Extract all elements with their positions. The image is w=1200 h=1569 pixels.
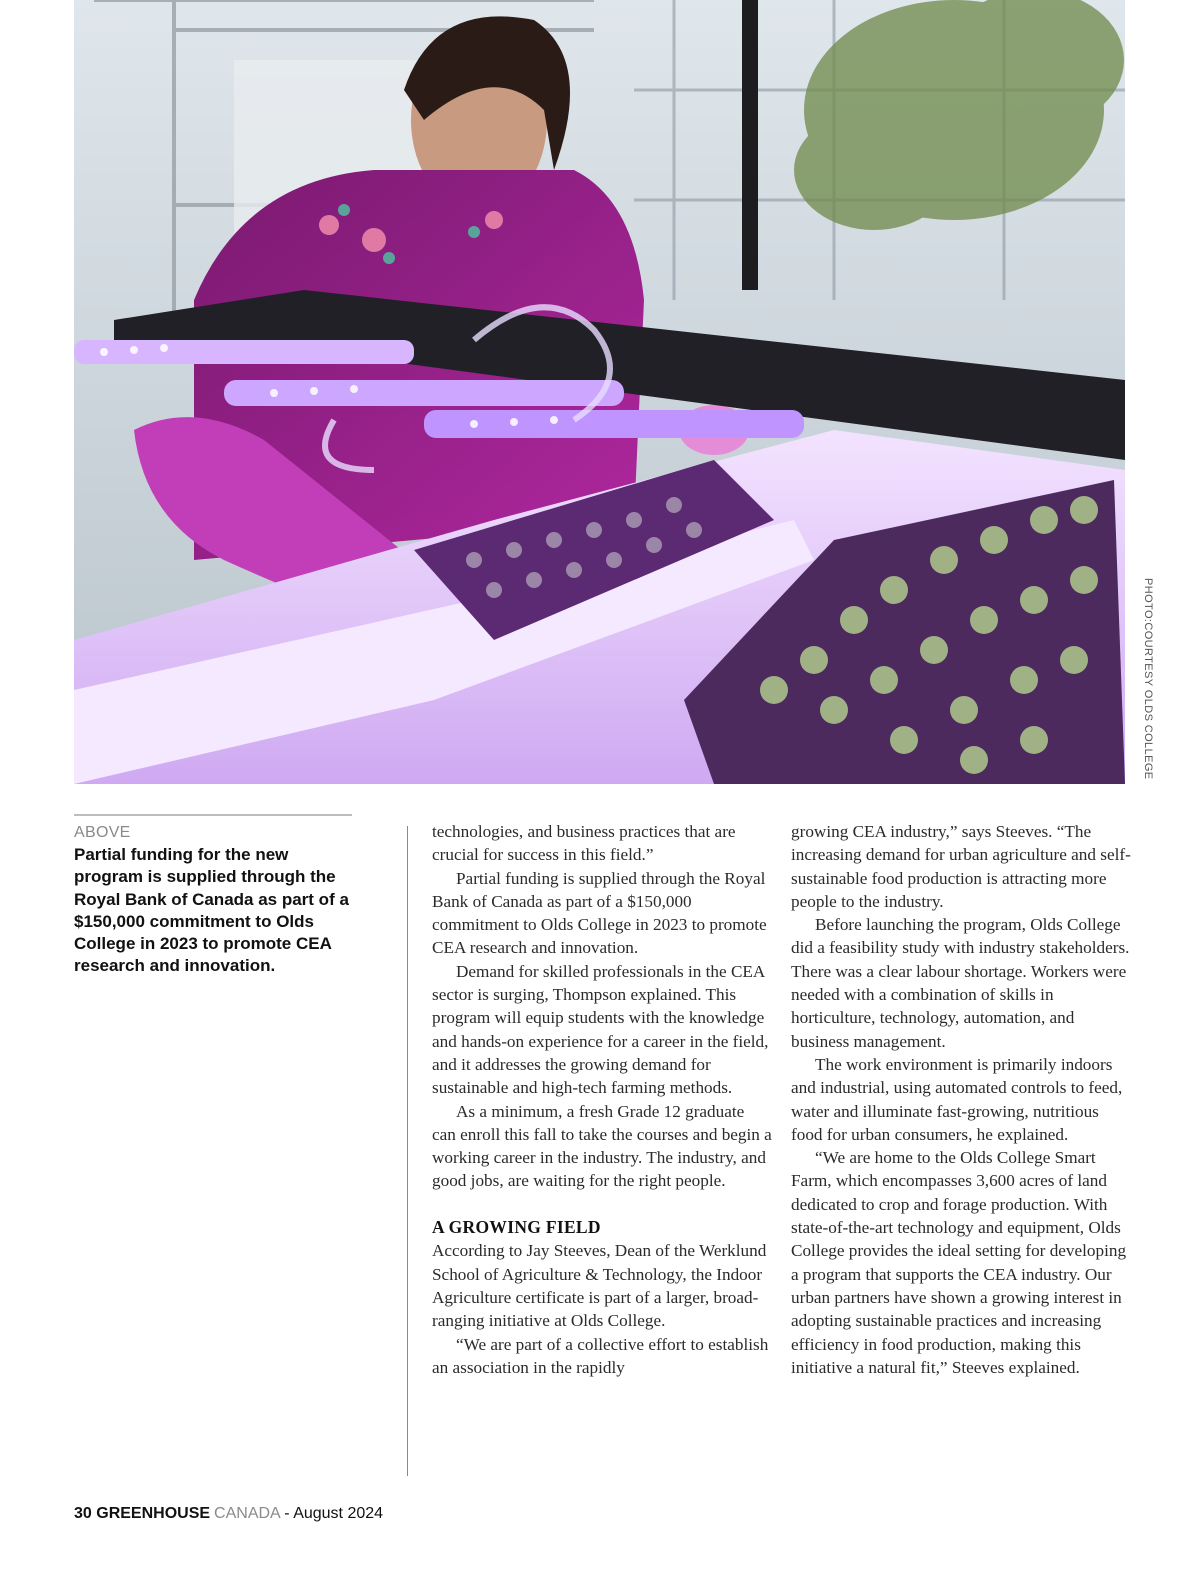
section-subhead: A GROWING FIELD — [432, 1217, 601, 1238]
paragraph: technologies, and business practices that are crucial for success in this field.” — [432, 822, 736, 865]
paragraph: “We are home to the Olds College Smart Farm, which encompasses 3,600 acres of land dedicated to crop and forage production. With state-of-the-art technology and equipment, Olds College provides the ideal setting for developing a program that supports the CEA industry. Our urban partners have shown a growing interest in adopting sustainable practices and increasing efficiency in food production, making this initiative a natural fit,” Steeves explained. — [791, 1148, 1127, 1377]
photo-caption — [74, 814, 352, 978]
magazine-name-suffix: CANADA — [214, 1505, 280, 1522]
paragraph: “We are part of a collective effort to establish an association in the rapidly — [432, 1334, 769, 1377]
paragraph: growing CEA industry,” says Steeves. “The increasing demand for urban agriculture and self-sustainable food production is attracting more people to the industry. — [791, 822, 1131, 911]
page-number: 30 — [74, 1505, 92, 1522]
greenhouse-photo-illustration — [74, 0, 1125, 784]
paragraph: The work environment is primarily indoors and industrial, using automated controls to feed, water and illuminate fast-growing, nutritious food for urban consumers, he explained. — [791, 1054, 1123, 1144]
magazine-name: GREENHOUSE — [96, 1505, 211, 1522]
caption-label: ABOVE — [74, 824, 131, 841]
paragraph: Partial funding is supplied through the Royal Bank of Canada as part of a $150,000 commitment to Olds College in 2023 to promote CEA research and innovation. — [432, 868, 767, 958]
caption-text: Partial funding for the new program is supplied through the Royal Bank of Canada as part of a $150,000 commitment to Olds College in 2023 to promote CEA research and innovation. — [74, 845, 349, 976]
page-footer — [74, 1505, 383, 1523]
paragraph: As a minimum, a fresh Grade 12 graduate can enroll this fall to take the courses and begin a working career in the industry. The industry, and good jobs, are waiting for the right people. — [432, 1101, 772, 1191]
photo-credit: PHOTO:COURTESY OLDS COLLEGE — [1142, 578, 1154, 780]
issue-date: - August 2024 — [284, 1505, 384, 1522]
article-photo — [74, 0, 1125, 784]
article-column-2 — [791, 820, 1131, 1379]
article-column-1 — [432, 820, 772, 1379]
column-divider — [407, 826, 408, 1476]
paragraph: Demand for skilled professionals in the CEA sector is surging, Thompson explained. This program will equip students with the knowledge and hands-on experience for a career in the field, and it addresses the growing demand for sustainable and high-tech farming methods. — [432, 961, 769, 1098]
paragraph: Before launching the program, Olds College did a feasibility study with industry stakeholders. There was a clear labour shortage. Workers were needed with a combination of skills in horticulture, technology, automation, and business management. — [791, 915, 1130, 1051]
paragraph: According to Jay Steeves, Dean of the Werklund School of Agriculture & Technology, the Indoor Agriculture certificate is part of a larger, broad-ranging initiative at Olds College. — [432, 1241, 767, 1331]
